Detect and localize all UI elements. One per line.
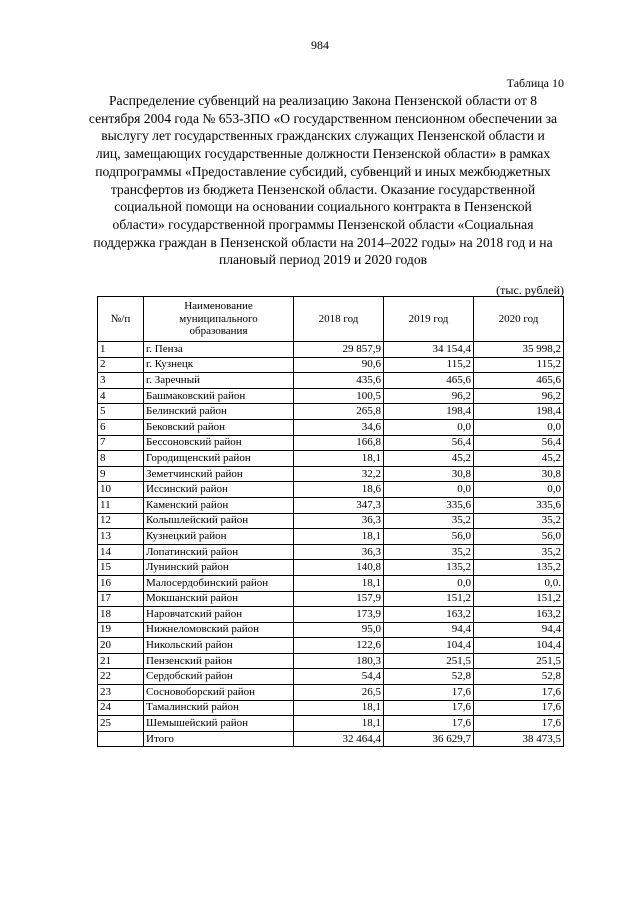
municipality-name: Кузнецкий район [144,529,294,545]
table-row [98,388,564,404]
municipality-name: Каменский район [144,497,294,513]
header-2018: 2018 год [294,297,384,342]
value-2020: 0,0 [474,419,564,435]
value-2020: 465,6 [474,373,564,389]
row-number: 8 [98,451,144,467]
units-label: (тыс. рублей) [496,283,564,297]
municipality-name: Тамалинский район [144,700,294,716]
table-row [98,607,564,623]
table-row [98,700,564,716]
total-2020: 38 473,5 [474,731,564,747]
value-2020: 135,2 [474,560,564,576]
row-number: 3 [98,373,144,389]
municipality-name: Сердобский район [144,669,294,685]
table-row [98,419,564,435]
table-label: Таблица 10 [506,76,564,90]
municipality-name: Башмаковский район [144,388,294,404]
value-2020: 35,2 [474,544,564,560]
value-2020: 17,6 [474,685,564,701]
row-number: 13 [98,529,144,545]
total-2019: 36 629,7 [384,731,474,747]
page-number: 984 [311,38,329,52]
total-row [98,731,564,747]
value-2019: 96,2 [384,388,474,404]
value-2020: 163,2 [474,607,564,623]
value-2020: 56,4 [474,435,564,451]
row-number: 19 [98,622,144,638]
header-2019: 2019 год [384,297,474,342]
value-2018: 18,1 [294,451,384,467]
municipality-name: Земетчинский район [144,466,294,482]
value-2018: 122,6 [294,638,384,654]
value-2018: 18,6 [294,482,384,498]
value-2018: 157,9 [294,591,384,607]
table-row [98,591,564,607]
row-number: 7 [98,435,144,451]
row-number: 1 [98,342,144,358]
value-2019: 0,0 [384,482,474,498]
table-row [98,342,564,358]
value-2019: 30,8 [384,466,474,482]
row-number: 21 [98,653,144,669]
value-2019: 17,6 [384,716,474,732]
value-2018: 36,3 [294,513,384,529]
total-label: Итого [144,731,294,747]
row-number: 18 [98,607,144,623]
value-2018: 95,0 [294,622,384,638]
value-2018: 32,2 [294,466,384,482]
row-number: 12 [98,513,144,529]
total-number [98,731,144,747]
table-row [98,529,564,545]
value-2019: 34 154,4 [384,342,474,358]
table-row [98,653,564,669]
value-2020: 115,2 [474,357,564,373]
value-2020: 94,4 [474,622,564,638]
row-number: 22 [98,669,144,685]
value-2020: 0,0. [474,575,564,591]
table-row [98,482,564,498]
value-2020: 56,0 [474,529,564,545]
table-row [98,404,564,420]
municipality-name: Белинский район [144,404,294,420]
municipality-name: Малосердобинский район [144,575,294,591]
table-row [98,435,564,451]
row-number: 23 [98,685,144,701]
table-row [98,357,564,373]
row-number: 25 [98,716,144,732]
value-2019: 151,2 [384,591,474,607]
municipality-name: Сосновоборский район [144,685,294,701]
value-2018: 36,3 [294,544,384,560]
table-row [98,638,564,654]
value-2019: 17,6 [384,700,474,716]
table-row [98,513,564,529]
row-number: 11 [98,497,144,513]
table-row [98,373,564,389]
value-2018: 173,9 [294,607,384,623]
value-2020: 17,6 [474,700,564,716]
value-2018: 180,3 [294,653,384,669]
value-2019: 56,0 [384,529,474,545]
value-2020: 30,8 [474,466,564,482]
table-row [98,685,564,701]
value-2019: 198,4 [384,404,474,420]
table-row [98,716,564,732]
value-2018: 435,6 [294,373,384,389]
table-body [98,342,564,747]
value-2018: 18,1 [294,716,384,732]
value-2019: 94,4 [384,622,474,638]
row-number: 10 [98,482,144,498]
municipality-name: Иссинский район [144,482,294,498]
table-row [98,451,564,467]
table-row [98,622,564,638]
row-number: 6 [98,419,144,435]
value-2020: 45,2 [474,451,564,467]
value-2018: 34,6 [294,419,384,435]
value-2018: 140,8 [294,560,384,576]
row-number: 5 [98,404,144,420]
value-2020: 52,8 [474,669,564,685]
value-2020: 35 998,2 [474,342,564,358]
value-2020: 335,6 [474,497,564,513]
municipality-name: Лунинский район [144,560,294,576]
municipality-name: Наровчатский район [144,607,294,623]
value-2019: 465,6 [384,373,474,389]
value-2019: 35,2 [384,513,474,529]
municipality-name: Колышлейский район [144,513,294,529]
value-2019: 115,2 [384,357,474,373]
row-number: 15 [98,560,144,576]
value-2018: 166,8 [294,435,384,451]
value-2019: 17,6 [384,685,474,701]
municipality-name: Бековский район [144,419,294,435]
value-2019: 0,0 [384,575,474,591]
value-2018: 100,5 [294,388,384,404]
document-title: Распределение субвенций на реализацию Закона Пензенской области от 8 сентября 2004 года № 653-ЗПО «О государственном пенсионном обеспечении за выслугу лет государственных гражданских служащих Пензенской области и лиц, замещающих государственные должности Пензенской области» в рамках подпрограммы «Предоставление субсидий, субвенций и иных межбюджетных трансфертов из бюджета Пензенской области. Оказание государственной социальной помощи на основании социального контракта в Пензенской области» государственной программы Пензенской области «Социальная поддержка граждан в Пензенской области на 2014–2022 годы» на 2018 год и на плановый период 2019 и 2020 годов [88,93,558,268]
value-2020: 0,0 [474,482,564,498]
header-municipality: Наименование муниципального образования [144,297,294,342]
value-2020: 151,2 [474,591,564,607]
row-number: 14 [98,544,144,560]
table-row [98,497,564,513]
value-2018: 26,5 [294,685,384,701]
value-2018: 18,1 [294,575,384,591]
municipality-name: Городищенский район [144,451,294,467]
value-2019: 45,2 [384,451,474,467]
municipality-name: Бессоновский район [144,435,294,451]
header-2020: 2020 год [474,297,564,342]
value-2018: 347,3 [294,497,384,513]
value-2019: 335,6 [384,497,474,513]
value-2020: 35,2 [474,513,564,529]
table-row [98,544,564,560]
municipality-name: Нижнеломовский район [144,622,294,638]
value-2019: 135,2 [384,560,474,576]
value-2019: 56,4 [384,435,474,451]
value-2019: 0,0 [384,419,474,435]
value-2020: 104,4 [474,638,564,654]
value-2020: 17,6 [474,716,564,732]
municipality-name: г. Заречный [144,373,294,389]
municipality-name: Лопатинский район [144,544,294,560]
value-2018: 90,6 [294,357,384,373]
municipality-name: Шемышейский район [144,716,294,732]
row-number: 17 [98,591,144,607]
value-2020: 198,4 [474,404,564,420]
value-2019: 163,2 [384,607,474,623]
value-2018: 54,4 [294,669,384,685]
value-2019: 52,8 [384,669,474,685]
row-number: 20 [98,638,144,654]
municipality-name: Никольский район [144,638,294,654]
value-2020: 96,2 [474,388,564,404]
row-number: 16 [98,575,144,591]
value-2018: 18,1 [294,529,384,545]
municipality-name: г. Пенза [144,342,294,358]
total-2018: 32 464,4 [294,731,384,747]
row-number: 9 [98,466,144,482]
header-number: №/п [98,297,144,342]
table-row [98,466,564,482]
row-number: 24 [98,700,144,716]
value-2019: 251,5 [384,653,474,669]
table-row [98,669,564,685]
table-header-row [98,297,564,342]
value-2019: 104,4 [384,638,474,654]
value-2019: 35,2 [384,544,474,560]
value-2020: 251,5 [474,653,564,669]
municipality-name: Мокшанский район [144,591,294,607]
row-number: 4 [98,388,144,404]
municipality-name: г. Кузнецк [144,357,294,373]
value-2018: 265,8 [294,404,384,420]
table-row [98,560,564,576]
table-row [98,575,564,591]
value-2018: 29 857,9 [294,342,384,358]
municipality-name: Пензенский район [144,653,294,669]
row-number: 2 [98,357,144,373]
subvention-table [97,296,564,747]
value-2018: 18,1 [294,700,384,716]
